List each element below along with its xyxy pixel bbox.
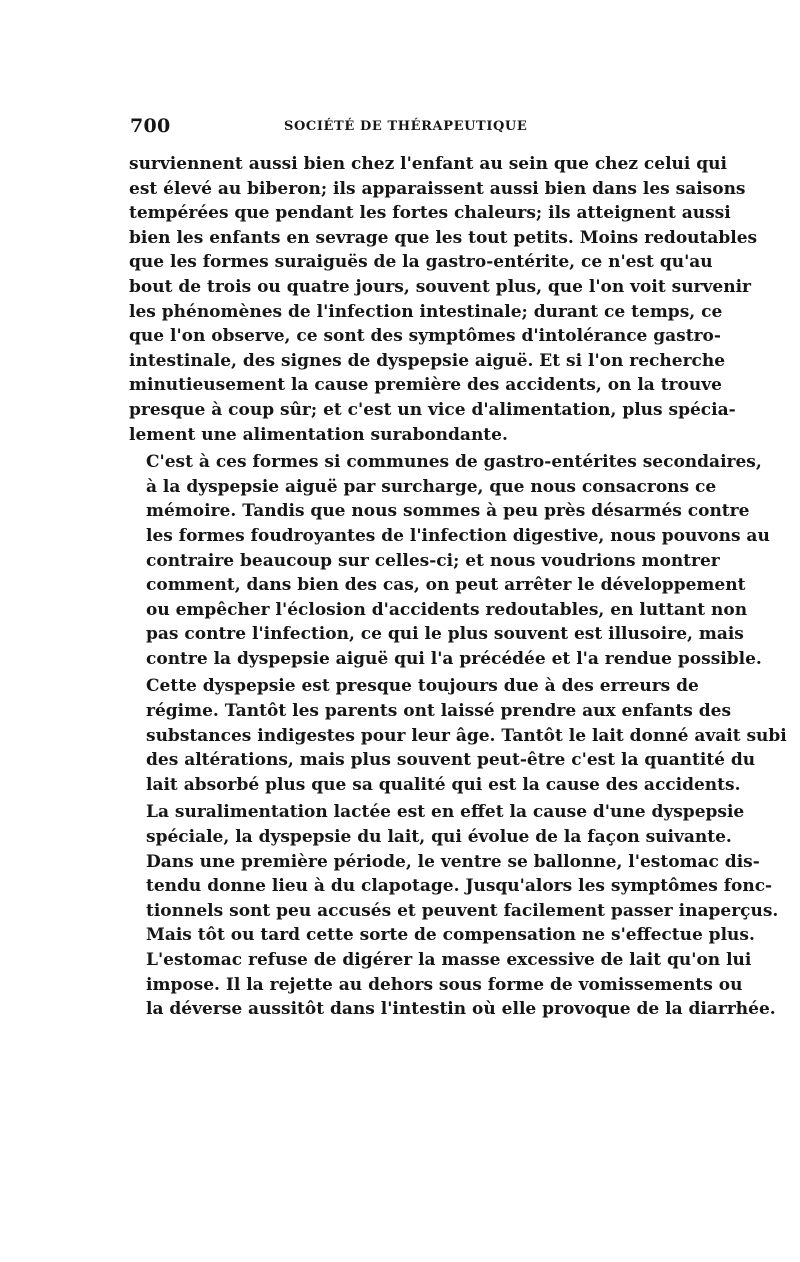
text-line: tempérées que pendant les fortes chaleurs; ils atteignent aussi <box>129 203 731 224</box>
text-line: les formes foudroyantes de l'infection digestive, nous pouvons au <box>146 525 770 546</box>
paragraph <box>129 674 787 797</box>
text-line: L'estomac refuse de digérer la masse excessive de lait qu'on lui <box>146 950 752 970</box>
text-line: Cette dyspepsie est presque toujours due à des erreurs de <box>146 676 699 697</box>
text-line: minutieusement la cause première des accidents, on la trouve <box>129 375 722 396</box>
text-line: Mais tôt ou tard cette sorte de compensation ne s'effectue plus. <box>146 925 755 946</box>
text-line: bien les enfants en sevrage que les tout petits. Moins redoutables <box>129 227 758 248</box>
text-line: mémoire. Tandis que nous sommes à peu près désarmés contre <box>146 501 750 522</box>
text-line: est élevé au biberon; ils apparaissent aussi bien dans les saisons <box>129 178 746 199</box>
text-line: régime. Tantôt les parents ont laissé prendre aux enfants des <box>146 701 732 722</box>
text-line: spéciale, la dyspepsie du lait, qui évolue de la façon suivante. <box>146 827 732 848</box>
text-line: impose. Il la rejette au dehors sous forme de vomissements ou <box>146 974 743 995</box>
text-line: surviennent aussi bien chez l'enfant au sein que chez celui qui <box>129 154 727 174</box>
page-header <box>130 114 672 138</box>
running-title: SOCIÉTÉ DE THÉRAPEUTIQUE <box>284 119 528 134</box>
text-line: tionnels sont peu accusés et peuvent facilement passer inaperçus. <box>146 900 779 921</box>
text-line: lait absorbé plus que sa qualité qui est la cause des accidents. <box>146 774 741 795</box>
text-line: pas contre l'infection, ce qui le plus souvent est illusoire, mais <box>146 624 744 645</box>
text-line: que l'on observe, ce sont des symptômes d'intolérance gastro- <box>129 326 721 347</box>
text-line: que les formes suraiguës de la gastro-entérite, ce n'est qu'au <box>129 252 713 273</box>
text-line: La suralimentation lactée est en effet la cause d'une dyspepsie <box>146 802 745 823</box>
text-line: la déverse aussitôt dans l'intestin où elle provoque de la diarrhée. <box>146 999 776 1020</box>
text-line: Dans une première période, le ventre se ballonne, l'estomac dis- <box>146 851 760 872</box>
paragraph <box>129 152 758 447</box>
text-line: substances indigestes pour leur âge. Tantôt le lait donné avait subi <box>146 725 787 746</box>
text-line: contraire beaucoup sur celles-ci; et nous voudrions montrer <box>146 550 720 571</box>
text-line: bout de trois ou quatre jours, souvent plus, que l'on voit survenir <box>129 276 751 297</box>
text-line: presque à coup sûr; et c'est un vice d'alimentation, plus spécia- <box>129 399 736 420</box>
text-line: lement une alimentation surabondante. <box>129 424 508 445</box>
text-line: des altérations, mais plus souvent peut-être c'est la quantité du <box>146 750 756 771</box>
text-line: à la dyspepsie aiguë par surcharge, que nous consacrons ce <box>146 476 717 497</box>
text-line: C'est à ces formes si communes de gastro-entérites secondaires, <box>146 452 762 473</box>
paragraph <box>129 450 770 671</box>
body-text <box>129 152 787 1025</box>
text-line: contre la dyspepsie aiguë qui l'a précédée et l'a rendue possible. <box>146 648 762 669</box>
text-line: ou empêcher l'éclosion d'accidents redoutables, en luttant non <box>146 599 748 620</box>
paragraph <box>129 800 779 1021</box>
text-line: tendu donne lieu à du clapotage. Jusqu'alors les symptômes fonc- <box>146 876 773 897</box>
text-line: comment, dans bien des cas, on peut arrêter le développement <box>146 575 746 596</box>
page-number: 700 <box>130 115 171 137</box>
text-line: intestinale, des signes de dyspepsie aiguë. Et si l'on recherche <box>129 350 726 371</box>
text-line: les phénomènes de l'infection intestinale; durant ce temps, ce <box>129 301 723 322</box>
